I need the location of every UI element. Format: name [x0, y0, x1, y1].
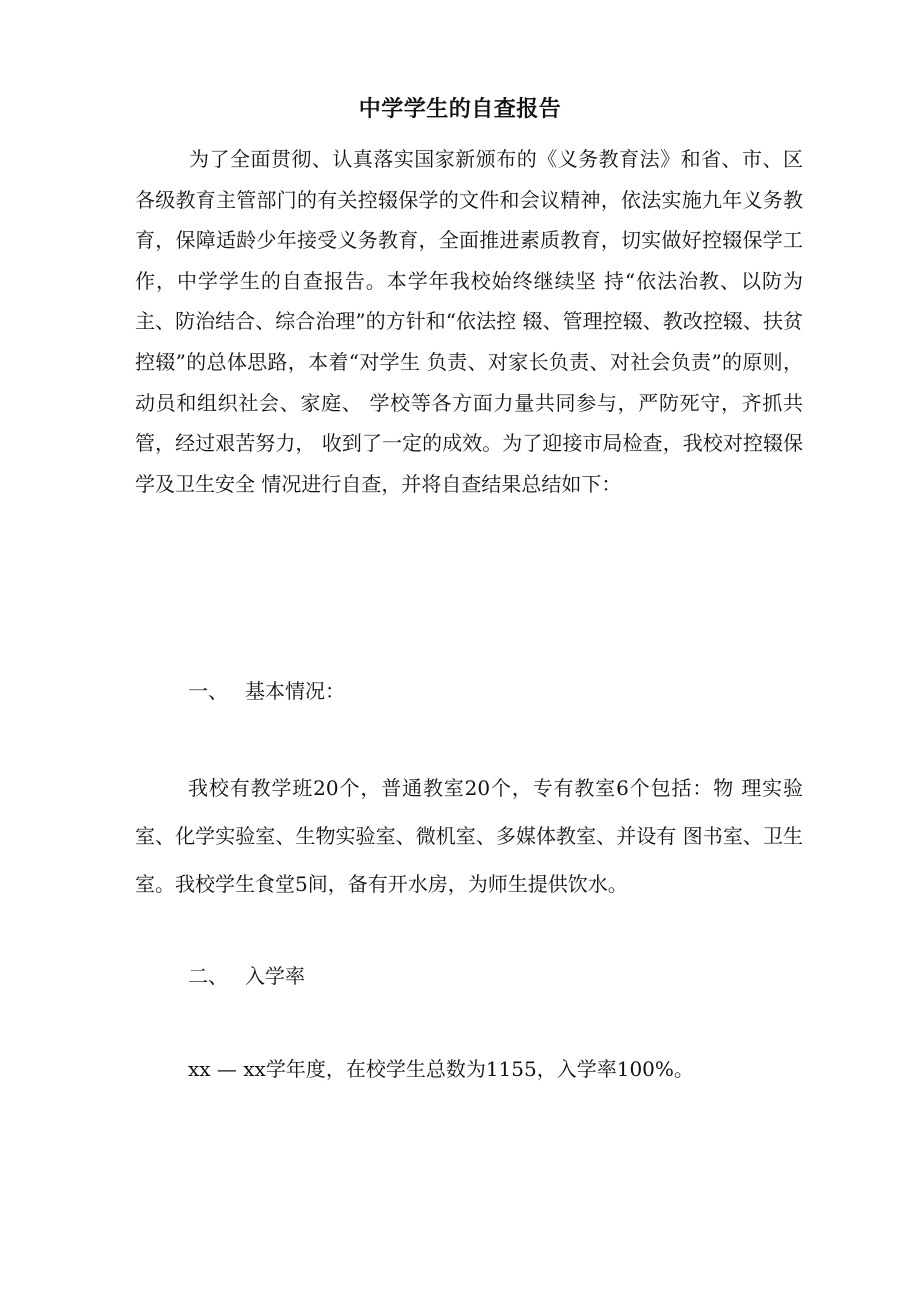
section-number-1: 一、 — [188, 679, 228, 703]
section-heading-1 — [188, 671, 345, 711]
section-number-2: 二、 — [188, 964, 228, 988]
document-title: 中学学生的自查报告 — [358, 97, 562, 122]
intro-paragraph: 为了全面贯彻、认真落实国家新颁布的《义务教育法》和省、市、区各级教育主管部门的有关控辍保学的文件和会议精神，依法实施九年义务教育，保障适龄少年接受义务教育，全面推进素质教育，切实做好控辍保学工作，中学学生的自查报告。本学年我校始终继续坚 持“依法治教、以防为主、防治结合、综合治理”的方针和“依法控 辍、管理控辍、教改控辍、扶贫控辍”的总体思路，本着“对学生 负责、对家长负责、对社会负责”的原则，动员和组织社会、家庭、 学校等各方面力量共同参与，严防死守，齐抓共管，经过艰苦努力， 收到了一定的成效。为了迎接市局检查，我校对控辍保学及卫生安全 情况进行自查，并将自查结果总结如下： — [135, 147, 803, 496]
section-body-2: xx — xx学年度，在校学生总数为1155，入学率100%。 — [188, 1057, 694, 1081]
section-body-1: 我校有教学班20个，普通教室20个，专有教室6个包括：物 理实验室、化学实验室、生物实验室、微机室、多媒体教室、并设有 图书室、卫生室。我校学生食堂5间，备有开水房，为师生提供饮水。 — [135, 776, 803, 896]
section-heading-2 — [188, 956, 305, 996]
section-heading-text-2: 入学率 — [245, 964, 305, 988]
section-heading-text-1: 基本情况： — [245, 679, 345, 703]
